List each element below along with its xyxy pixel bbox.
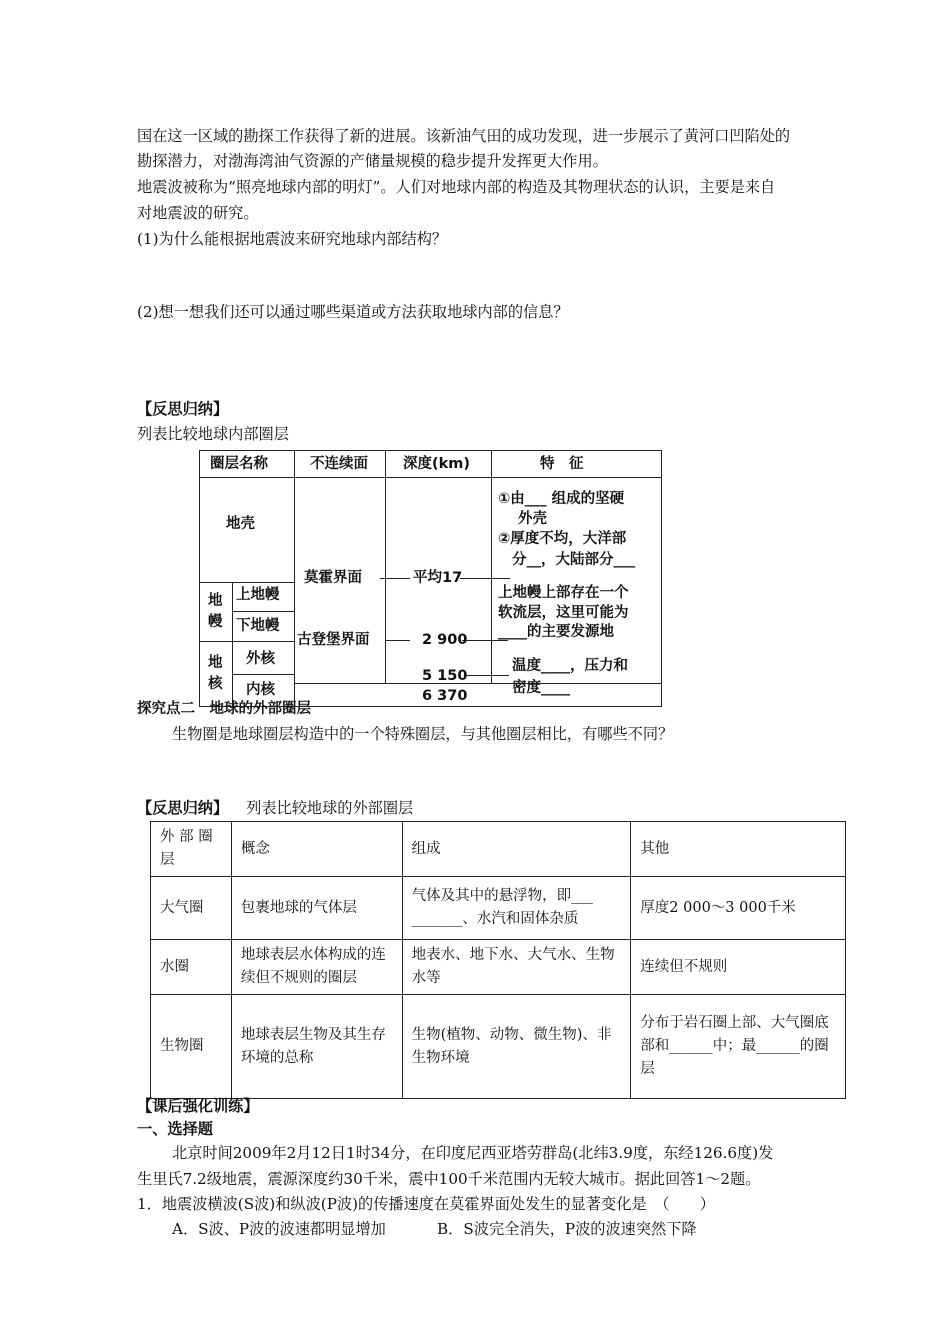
header-other: 其他 [631,822,846,877]
cell-other: 连续但不规则 [631,940,846,995]
cell-layer: 水圈 [151,940,232,995]
exercise-section: 一、选择题 [137,1120,213,1138]
section-2-title: 探究点二 地球的外部圈层 [137,701,311,717]
paragraph-line-2: 勘探潜力，对渤海湾油气资源的产储量规模的稳步提升发挥更大作用。 [137,152,608,170]
reflect-subtitle-1: 列表比较地球内部圈层 [137,425,289,443]
cell-composition: 生物(植物、动物、微生物)、非生物环境 [402,995,631,1099]
cell-other: 分布于岩石圈上部、大气圈底部和______中；最______的圈层 [631,995,846,1099]
cell-other: 厚度2 000～3 000千米 [631,877,846,940]
cell-composition: 气体及其中的悬浮物，即___ _______、水汽和固体杂质 [402,877,631,940]
reflect-subtitle-2: 列表比较地球的外部圈层 [246,799,414,817]
depth-2900: 2 900 [422,632,468,648]
table-row [151,995,846,1099]
mantle-feature-2: 软流层，这里可能为 [498,605,629,621]
inner-layers-table [199,450,662,707]
header-layer-name: 圈层名称 [210,456,268,472]
moho-label: 莫霍界面 [304,570,362,586]
crust-feature-3: ②厚度不均，大洋部 [498,531,627,547]
exercise-heading: 【课后强化训练】 [137,1097,259,1115]
inner-core-label: 内核 [246,682,275,698]
header-concept: 概念 [231,822,402,877]
cell-composition: 地表水、地下水、大气水、生物水等 [402,940,631,995]
mantle-label: 地 幔 [208,593,223,630]
paragraph-line-4: 对地震波的研究。 [137,204,259,222]
header-outer-layer: 外 部 圈 层 [151,822,232,877]
header-depth: 深度(km) [403,456,471,472]
cell-concept: 包裹地球的气体层 [231,877,402,940]
table-header-row [151,822,846,877]
crust-feature-1: ①由___ 组成的坚硬 [498,491,625,507]
outer-layers-table [150,821,846,1099]
core-label: 地 核 [208,655,223,692]
reflect-heading-2-row [137,798,413,818]
paragraph-line-1: 国在这一区域的勘探工作获得了新的进展。该新油气田的成功发现，进一步展示了黄河口凹陷处的 [137,127,791,145]
lower-mantle-label: 下地幔 [236,618,280,634]
cell-layer: 大气圈 [151,877,232,940]
question-2: (2)想一想我们还可以通过哪些渠道或方法获取地球内部的信息？ [137,303,569,321]
option-a: A．S波、P波的波速都明显增加 [172,1220,386,1238]
reflect-heading-2: 【反思归纳】 [137,799,229,817]
depth-average: 平均17 [413,570,463,586]
header-composition: 组成 [402,822,631,877]
crust-feature-2: 外壳 [518,511,547,527]
core-feature-1: 温度____，压力和 [512,658,628,674]
upper-mantle-label: 上地幔 [236,587,280,603]
paragraph-line-3: 地震波被称为“照亮地球内部的明灯”。人们对地球内部的构造及其物理状态的认识，主要是来自 [137,178,776,196]
question-1: (1)为什么能根据地震波来研究地球内部结构？ [137,230,448,248]
cell-concept: 地球表层水体构成的连续但不规则的圈层 [231,940,402,995]
mantle-feature-3: ____的主要发源地 [498,624,614,640]
exercise-intro-2: 生里氏7.2级地震，震源深度约30千米，震中100千米范围内无较大城市。据此回答1～2题。 [137,1170,761,1188]
outer-core-label: 外核 [246,651,275,667]
gutenberg-label: 古登堡界面 [297,632,370,648]
reflect-heading-1: 【反思归纳】 [137,400,229,418]
option-b: B．S波完全消失，P波的波速突然下降 [437,1220,697,1238]
core-feature-2: 密度____ [512,680,570,696]
section-2-question: 生物圈是地球圈层构造中的一个特殊圈层，与其他圈层相比，有哪些不同？ [172,725,674,743]
cell-layer: 生物圈 [151,995,232,1099]
depth-6370: 6 370 [422,688,468,704]
cell-concept: 地球表层生物及其生存环境的总称 [231,995,402,1099]
crust-feature-4: 分__，大陆部分___ [512,552,636,568]
crust-label: 地壳 [226,516,255,532]
exercise-intro-1: 北京时间2009年2月12日1时34分，在印度尼西亚塔劳群岛(北纬3.9度，东经126.6度)发 [172,1144,774,1162]
mantle-feature-1: 上地幔上部存在一个 [498,585,629,601]
depth-5150: 5 150 [422,668,468,684]
table-row [151,877,846,940]
header-discontinuity: 不连续面 [310,456,368,472]
table-row [151,940,846,995]
header-features: 特 征 [540,456,584,472]
exercise-question-1: 1．地震波横波(S波)和纵波(P波)的传播速度在莫霍界面处发生的显著变化是 （ ） [137,1195,715,1213]
